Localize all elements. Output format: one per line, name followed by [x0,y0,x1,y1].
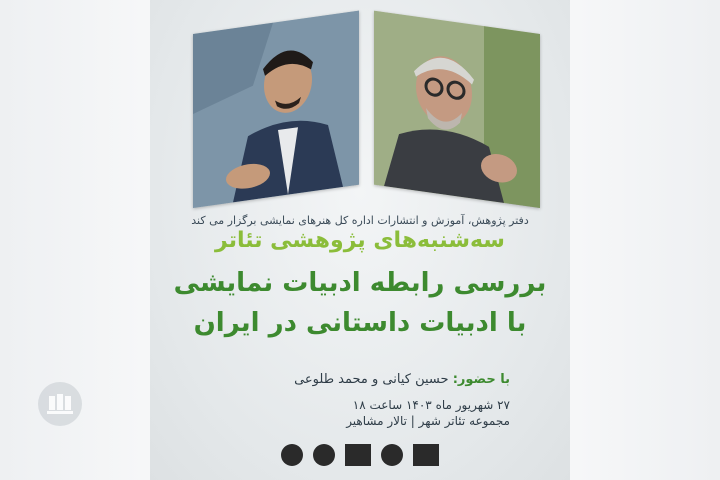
sponsor-logo-icon [313,444,335,466]
guest-photo-right [374,11,540,208]
main-title-line-2: با ادبیات داستانی در ایران [193,308,527,338]
guests-label: با حضور: [452,372,510,387]
guests-line [250,372,510,387]
sponsor-logos [260,444,460,470]
guests-names: حسین کیانی و محمد طلوعی [294,372,449,387]
sponsor-logo-icon [381,444,403,466]
sponsor-logo-icon [345,444,371,466]
sponsor-logo-icon [413,444,439,466]
series-title: سه‌شنبه‌های پژوهشی تئاتر [215,228,505,253]
guest-photo-left [193,11,359,208]
sponsor-logo-icon [281,444,303,466]
event-poster [150,0,570,480]
date-time: ۲۷ شهریور ماه ۱۴۰۳ ساعت ۱۸ [352,398,510,412]
news-agency-logo-icon [38,382,82,426]
venue: مجموعه تئاتر شهر | تالار مشاهیر [346,414,510,428]
organizer-text: دفتر پژوهش، آموزش و انتشارات اداره کل هنرهای نمایشی برگزار می کند [191,214,529,227]
main-title-line-1: بررسی رابطه ادبیات نمایشی [173,268,547,298]
